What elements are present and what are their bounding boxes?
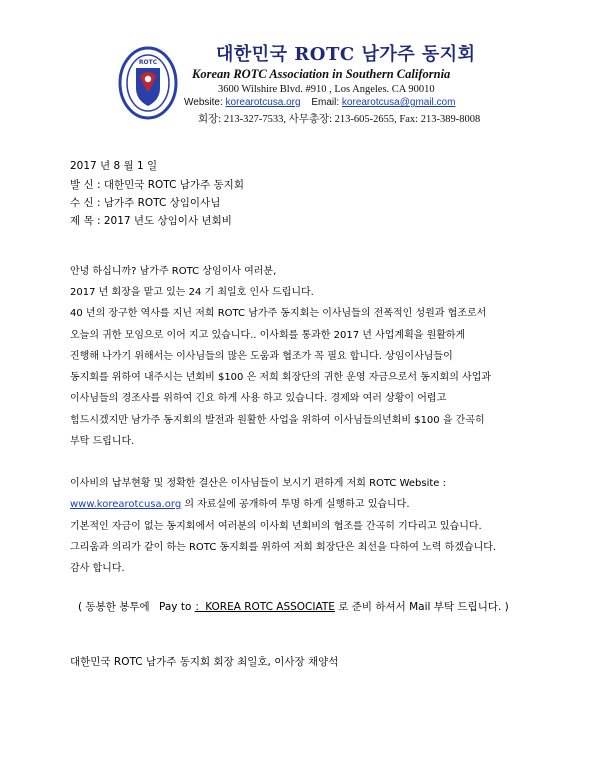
letter-date: 2017 년 8 월 1 일 bbox=[70, 160, 158, 172]
body-line: 40 년의 장구한 역사를 지닌 저희 ROTC 남가주 동지회는 이사님들의 전폭적인 성원과 협조로서 bbox=[70, 308, 487, 319]
body-line: 안녕 하십니까? 남가주 ROTC 상임이사 여러분, bbox=[70, 266, 277, 277]
body-line: 진행해 나가기 위해서는 이사님들의 많은 도움과 협조가 꼭 필요 합니다. 상임이사님들이 bbox=[70, 351, 453, 362]
website-link[interactable]: korearotcusa.org bbox=[225, 97, 301, 108]
org-name-english: Korean ROTC Association in Southern California bbox=[192, 67, 451, 81]
body-line: 감사 합니다. bbox=[70, 563, 125, 574]
body-line: 그리움과 의리가 같이 하는 ROTC 동지회를 위하여 저희 회장단은 최선을 다하여 노력 하겠습니다. bbox=[70, 542, 497, 553]
org-name-korean: 대한민국 ROTC 남가주 동지회 bbox=[216, 44, 476, 65]
phone-numbers: 회장: 213-327-7533, 사무총장: 213-605-2655, Fax: 213-389-8008 bbox=[198, 114, 481, 125]
email-label: Email: bbox=[311, 97, 340, 108]
body-line: 오늘의 귀한 모임으로 이어 지고 있습니다.. 이사회를 통과한 2017 년 사업계획을 원활하게 bbox=[70, 330, 466, 341]
logo-text: ROTC bbox=[138, 59, 158, 66]
body-line: 부탁 드립니다. bbox=[70, 436, 135, 447]
note-open: ( 동봉한 봉투에 bbox=[78, 601, 150, 613]
body-line-rest: 의 자료실에 공개하여 투명 하게 실행하고 있습니다. bbox=[181, 499, 410, 510]
letter-to: 수 신 : 남가주 ROTC 상임이사님 bbox=[70, 197, 221, 209]
letter-subject: 제 목 : 2017 년도 상임이사 년회비 bbox=[70, 215, 232, 227]
body-line: 동지회를 위하여 내주시는 년회비 $100 은 저희 회장단의 귀한 운영 자금으로서 동지회의 사업과 bbox=[70, 372, 492, 383]
email-link[interactable]: korearotcusa@gmail.com bbox=[341, 97, 456, 108]
body-line: 기본적인 자금이 없는 동지회에서 여러분의 이사회 년회비의 협조를 간곡히 기다리고 있습니다. bbox=[70, 521, 482, 532]
note-close: 로 준비 하셔서 Mail 부탁 드립니다. ) bbox=[338, 601, 509, 613]
contact-line bbox=[184, 97, 455, 108]
rotc-association-logo bbox=[118, 46, 178, 120]
body-line: 2017 년 회장을 맡고 있는 24 기 최일호 인사 드립니다. bbox=[70, 287, 314, 298]
note-payee: ：KOREA ROTC ASSOCIATE bbox=[194, 601, 335, 613]
payment-note bbox=[78, 599, 509, 614]
body-line: 힘드시겠지만 남가주 동지회의 발전과 원활한 사업을 위하여 이사님들의년회비 $100 을 간곡히 bbox=[70, 415, 485, 426]
website-label: Website: bbox=[184, 97, 223, 108]
body-line: 이사님들의 경조사를 위하여 긴요 하게 사용 하고 있습니다. 경제와 여러 상황이 어렵고 bbox=[70, 393, 447, 404]
org-address: 3600 Wilshire Blvd. #910 , Los Angeles. CA 90010 bbox=[218, 84, 435, 95]
letter-from: 발 신 : 대한민국 ROTC 남가주 동지회 bbox=[70, 179, 244, 191]
signature-line: 대한민국 ROTC 남가주 동지회 회장 최일호, 이사장 채양석 bbox=[70, 656, 339, 668]
body-line-with-link bbox=[70, 495, 410, 510]
note-pay: Pay to bbox=[158, 601, 192, 613]
website-body-link[interactable]: www.korearotcusa.org bbox=[70, 499, 182, 510]
body-line: 이사비의 납부현황 및 정확한 결산은 이사님들이 보시기 편하게 저희 ROTC Website : bbox=[70, 478, 447, 489]
